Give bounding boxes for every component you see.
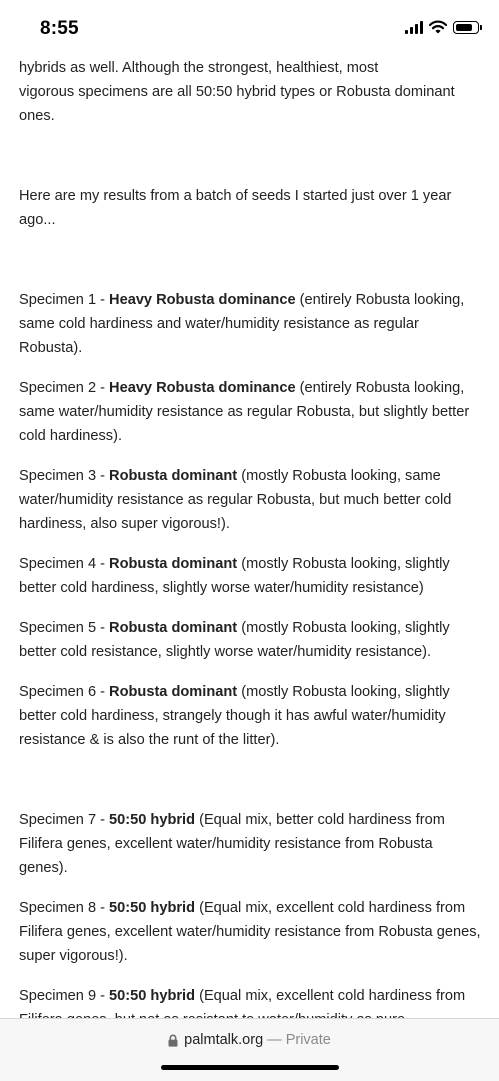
specimen-paragraph: Specimen 5 - Robusta dominant (mostly Robusta looking, slightly better cold resistance, slightly worse water/humidity resistance). [19,620,450,660]
intro-line: ones. [19,108,55,124]
post-content [19,56,481,1032]
specimen-dominance-label: 50:50 hybrid [109,988,196,1004]
intro-line: hybrids as well. Although the strongest, healthiest, most [19,60,379,76]
specimen-paragraph: Specimen 3 - Robusta dominant (mostly Robusta looking, same water/humidity resistance as regular Robusta, but much better cold hardiness, also super vigorous!). [19,468,452,532]
url-separator: — [263,1032,286,1048]
status-icons [405,20,479,34]
specimen-paragraph: Specimen 7 - 50:50 hybrid (Equal mix, better cold hardiness from Filifera genes, excellent water/humidity resistance from Robusta genes). [19,812,445,876]
specimen-paragraph: Specimen 8 - 50:50 hybrid (Equal mix, excellent cold hardiness from Filifera genes, excellent water/humidity resistance from Robusta genes, super vigorous!). [19,900,481,964]
specimen-dominance-label: 50:50 hybrid [109,900,196,916]
home-indicator[interactable] [161,1065,339,1070]
specimen-dominance-label: Robusta dominant [109,684,238,700]
specimen-dominance-label: Robusta dominant [109,468,238,484]
browser-address-bar[interactable] [0,1018,499,1081]
specimen-dominance-label: 50:50 hybrid [109,812,196,828]
specimen-paragraph: Specimen 2 - Heavy Robusta dominance (entirely Robusta looking, same water/humidity resistance as regular Robusta, but slightly better cold hardiness). [19,380,470,444]
specimen-dominance-label: Heavy Robusta dominance [109,292,296,308]
specimen-paragraph: Specimen 4 - Robusta dominant (mostly Robusta looking, slightly better cold hardiness, slightly worse water/humidity resistance) [19,556,450,596]
status-time: 8:55 [40,18,79,39]
specimen-paragraph: Specimen 9 - 50:50 hybrid (Equal mix, excellent cold hardiness from [19,988,466,1004]
status-bar [0,0,499,56]
cellular-signal-icon [405,20,423,34]
site-domain: palmtalk.org [184,1032,264,1048]
specimen-dominance-label: Robusta dominant [109,556,238,572]
specimen-paragraph: Specimen 1 - Heavy Robusta dominance (entirely Robusta looking, same cold hardiness and water/humidity resistance as regular Robusta). [19,292,465,356]
intro-line: vigorous specimens are all 50:50 hybrid types or Robusta dominant [19,84,455,100]
url-display[interactable] [0,1032,499,1048]
battery-icon [453,21,479,34]
results-intro: Here are my results from a batch of seeds I started just over 1 year ago... [19,188,452,228]
lock-icon [168,1034,178,1047]
specimen-paragraph: Specimen 6 - Robusta dominant (mostly Robusta looking, slightly better cold hardiness, strangely though it has awful water/humidity resistance & is also the runt of the litter). [19,684,450,748]
wifi-icon [429,20,447,34]
specimen-dominance-label: Robusta dominant [109,620,238,636]
specimen-dominance-label: Heavy Robusta dominance [109,380,296,396]
private-mode-label: Private [285,1032,331,1048]
